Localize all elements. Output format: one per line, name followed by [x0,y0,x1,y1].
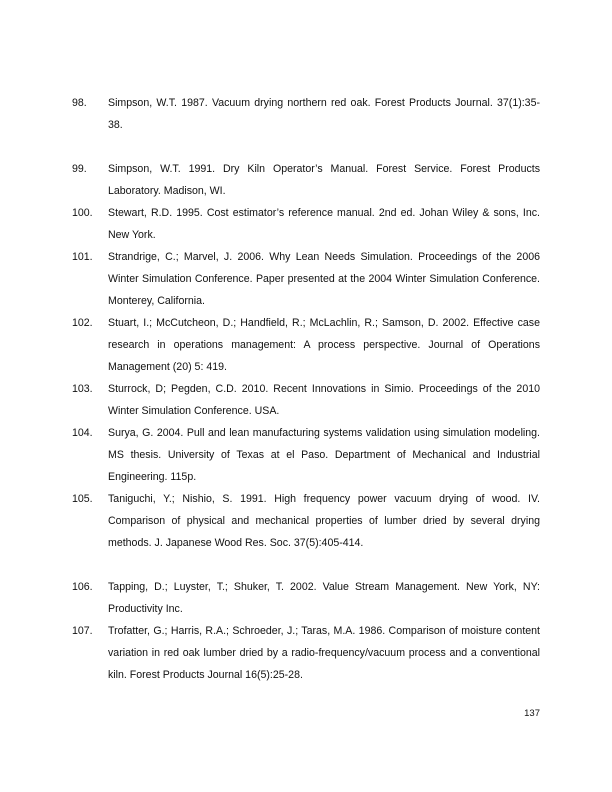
reference-text: Trofatter, G.; Harris, R.A.; Schroeder, J.; Taras, M.A. 1986. Comparison of moisture content variation in red oak lumber dried by a radio-frequency/vacuum process and a conventional kiln. Forest Products Journal 16(5):25-28. [108,625,540,681]
reference-entry [72,422,540,488]
reference-list [72,92,540,686]
page-number: 137 [524,708,540,719]
reference-number: 106. [72,581,93,593]
reference-number: 107. [72,625,93,637]
reference-number: 104. [72,427,93,439]
reference-text: Tapping, D.; Luyster, T.; Shuker, T. 2002. Value Stream Management. New York, NY: Productivity Inc. [108,581,540,615]
reference-entry [72,246,540,312]
reference-text: Sturrock, D; Pegden, C.D. 2010. Recent Innovations in Simio. Proceedings of the 2010 Winter Simulation Conference. USA. [108,383,540,417]
reference-entry [72,202,540,246]
reference-text: Strandrige, C.; Marvel, J. 2006. Why Lean Needs Simulation. Proceedings of the 2006 Winter Simulation Conference. Paper presented at the 2004 Winter Simulation Conference. Monterey, California. [108,251,540,307]
reference-entry [72,488,540,554]
reference-text: Stewart, R.D. 1995. Cost estimator’s reference manual. 2nd ed. Johan Wiley & sons, Inc. New York. [108,207,540,241]
reference-number: 101. [72,251,93,263]
reference-entry [72,576,540,620]
reference-text: Stuart, I.; McCutcheon, D.; Handfield, R.; McLachlin, R.; Samson, D. 2002. Effective case research in operations management: A process perspective. Journal of Operations Management (20) 5: 419. [108,317,540,373]
reference-entry [72,92,540,136]
reference-number: 102. [72,317,93,329]
reference-entry [72,378,540,422]
reference-text: Simpson, W.T. 1991. Dry Kiln Operator’s Manual. Forest Service. Forest Products Laboratory. Madison, WI. [108,163,540,197]
reference-entry [72,312,540,378]
reference-entry [72,158,540,202]
reference-text: Simpson, W.T. 1987. Vacuum drying northern red oak. Forest Products Journal. 37(1):35-38. [108,97,540,131]
reference-text: Taniguchi, Y.; Nishio, S. 1991. High frequency power vacuum drying of wood. IV. Comparison of physical and mechanical properties of lumber dried by several drying methods. J. Japanese Wood Res. Soc. 37(5):405-414. [108,493,540,549]
reference-text: Surya, G. 2004. Pull and lean manufacturing systems validation using simulation modeling. MS thesis. University of Texas at el Paso. Department of Mechanical and Industrial Engineering. 115p. [108,427,540,483]
reference-number: 99. [72,163,87,175]
reference-number: 105. [72,493,93,505]
reference-number: 100. [72,207,93,219]
reference-number: 103. [72,383,93,395]
reference-entry [72,620,540,686]
reference-number: 98. [72,97,87,109]
